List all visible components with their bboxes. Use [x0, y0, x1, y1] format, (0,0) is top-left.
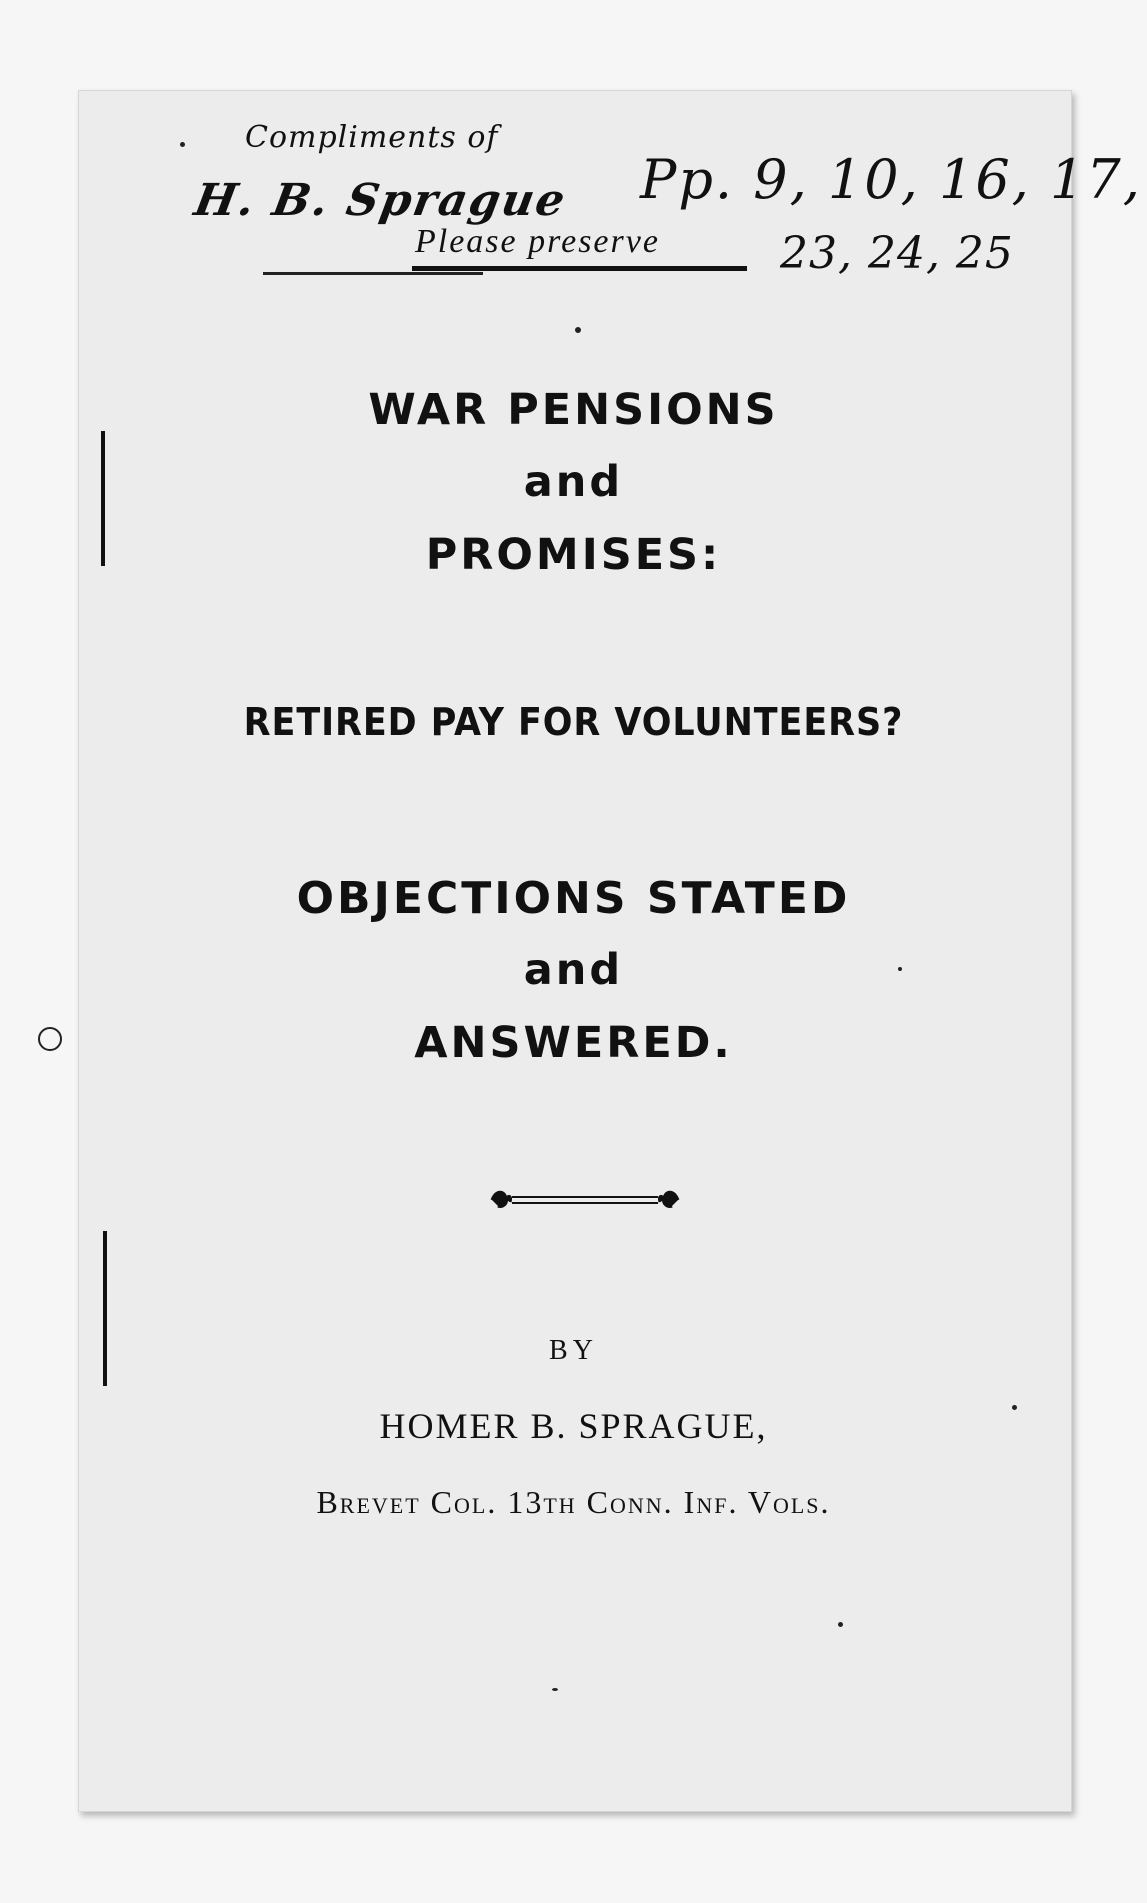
preserve-underline [412, 266, 747, 271]
speck [180, 142, 185, 147]
compliments-handwriting: Compliments of [245, 120, 499, 155]
author-rank: Brevet Col. 13th Conn. Inf. Vols. [316, 1484, 831, 1520]
ornament-rule [490, 1188, 680, 1212]
speck [1012, 1405, 1017, 1410]
by-label: BY [549, 1335, 598, 1366]
page-references-line1: Pp. 9, 10, 16, 17, [640, 148, 1142, 211]
title-line-2: and [523, 457, 624, 507]
second-title-line-1: OBJECTIONS STATED [296, 873, 851, 924]
second-title-line-2: and [523, 945, 624, 995]
second-title-line-3: ANSWERED. [414, 1018, 733, 1068]
speck [552, 1688, 558, 1691]
speck [838, 1622, 843, 1627]
title-line-1: WAR PENSIONS [368, 385, 779, 435]
page-references-line2: 23, 24, 25 [780, 228, 1014, 279]
author-name: HOMER B. SPRAGUE, [379, 1406, 768, 1446]
signature-underline [263, 272, 483, 275]
subtitle: RETIRED PAY FOR VOLUNTEERS? [243, 700, 904, 744]
speck [575, 327, 581, 333]
speck [898, 967, 902, 971]
author-signature: H. B. Sprague [190, 175, 571, 226]
title-line-3: PROMISES: [425, 530, 722, 580]
preserve-stamp: Please preserve [415, 223, 660, 260]
